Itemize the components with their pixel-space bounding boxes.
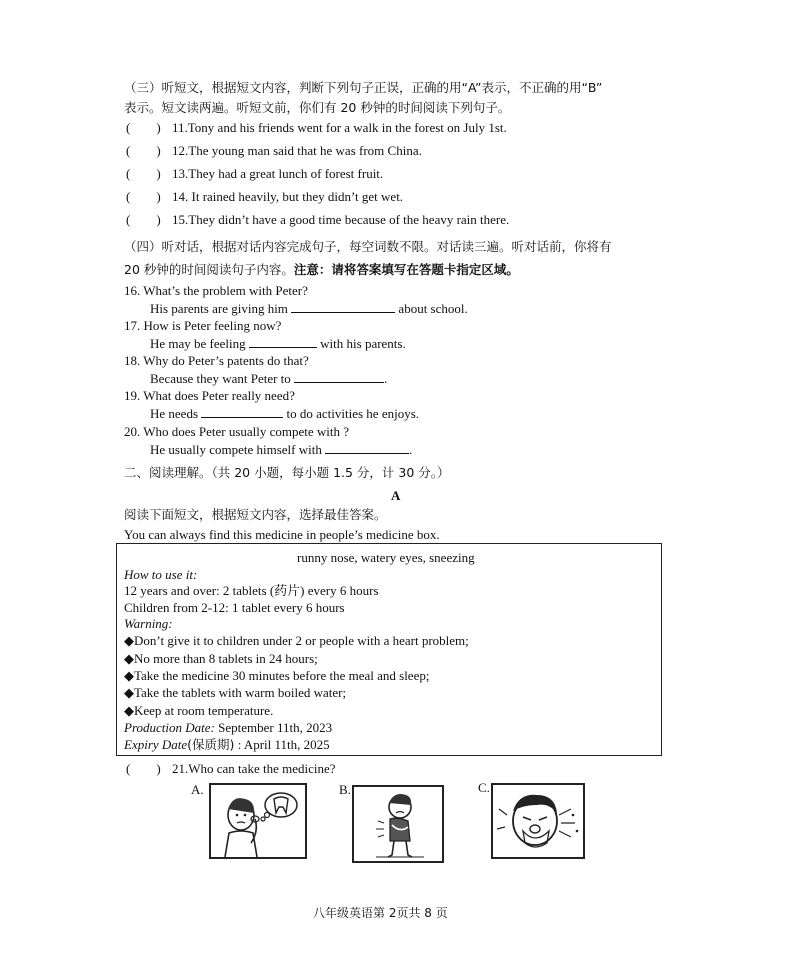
blank-17[interactable] bbox=[249, 335, 317, 348]
item-text: 14. It rained heavily, but they didn’t get wet. bbox=[172, 189, 404, 204]
answer-parentheses[interactable]: ( ) bbox=[126, 761, 161, 776]
answer-parentheses[interactable]: ( ) bbox=[126, 120, 161, 135]
true-false-item-14 bbox=[126, 188, 403, 206]
true-false-item-12 bbox=[126, 142, 422, 160]
symptoms: runny nose, watery eyes, sneezing bbox=[297, 550, 475, 565]
item-text: 11.Tony and his friends went for a walk in the forest on July 1st. bbox=[172, 120, 507, 135]
diamond-bullet-icon: ◆ bbox=[124, 668, 134, 683]
diamond-bullet-icon: ◆ bbox=[124, 685, 134, 700]
answer-line-18: Because they want Peter to . bbox=[150, 371, 388, 386]
how-to-use-label: How to use it: bbox=[124, 567, 198, 582]
answer-line-20: He usually compete himself with . bbox=[150, 442, 413, 457]
blank-18[interactable] bbox=[294, 370, 384, 383]
question-17: 17. How is Peter feeling now? bbox=[124, 318, 282, 333]
answer-parentheses[interactable]: ( ) bbox=[126, 143, 161, 158]
passage-label: A bbox=[391, 488, 401, 503]
diamond-bullet-icon: ◆ bbox=[124, 703, 134, 718]
answer-parentheses[interactable]: ( ) bbox=[126, 189, 161, 204]
blank-19[interactable] bbox=[201, 405, 283, 418]
sneezing-person-icon bbox=[493, 785, 583, 857]
expiry-date: Expiry Date(保质期) : April 11th, 2025 bbox=[124, 737, 330, 752]
section3-instruction-line1: （三）听短文，根据短文内容，判断下列句子正误，正确的用“A”表示，不正确的用“B” bbox=[124, 80, 603, 95]
question-20: 20. Who does Peter usually compete with ? bbox=[124, 424, 350, 439]
item-text: 12.The young man said that he was from China. bbox=[172, 143, 422, 158]
item-text: 15.They didn’t have a good time because of the heavy rain there. bbox=[172, 212, 510, 227]
warning-item: ◆No more than 8 tablets in 24 hours; bbox=[124, 651, 318, 666]
true-false-item-13 bbox=[126, 165, 383, 183]
diamond-bullet-icon: ◆ bbox=[124, 633, 134, 648]
option-a-label: A. bbox=[191, 782, 204, 797]
question-18: 18. Why do Peter’s patents do that? bbox=[124, 353, 309, 368]
dose-child: Children from 2-12: 1 tablet every 6 hours bbox=[124, 600, 345, 615]
option-c-label: C. bbox=[478, 780, 490, 795]
production-date: Production Date: September 11th, 2023 bbox=[124, 720, 333, 735]
question-19: 19. What does Peter really need? bbox=[124, 388, 295, 403]
answer-line-16: His parents are giving him about school. bbox=[150, 301, 468, 316]
option-b-label: B. bbox=[339, 782, 351, 797]
instruction-text: 20 秒钟的时间阅读句子内容。 bbox=[124, 262, 294, 277]
dose-adult: 12 years and over: 2 tablets (药片) every 6 hours bbox=[124, 583, 379, 598]
section3-instruction-line2: 表示。短文读两遍。听短文前，你们有 20 秒钟的时间阅读下列句子。 bbox=[124, 100, 511, 115]
reading-instruction: 阅读下面短文，根据短文内容，选择最佳答案。 bbox=[124, 507, 387, 522]
stomachache-person-icon bbox=[354, 787, 442, 861]
answer-line-19: He needs to do activities he enjoys. bbox=[150, 406, 420, 421]
question-text: 21.Who can take the medicine? bbox=[172, 761, 336, 776]
true-false-item-11 bbox=[126, 119, 507, 137]
warning-item: ◆Take the tablets with warm boiled water; bbox=[124, 685, 347, 700]
option-c-picture[interactable] bbox=[491, 783, 585, 859]
true-false-item-15 bbox=[126, 211, 509, 229]
passage-intro: You can always find this medicine in people’s medicine box. bbox=[124, 527, 440, 542]
item-text: 13.They had a great lunch of forest fruit. bbox=[172, 166, 384, 181]
instruction-notice: 注意：请将答案填写在答题卡指定区域。 bbox=[293, 262, 519, 277]
answer-line-17: He may be feeling with his parents. bbox=[150, 336, 406, 351]
page-footer: 八年级英语第 2页共 8 页 bbox=[313, 906, 448, 920]
diamond-bullet-icon: ◆ bbox=[124, 651, 134, 666]
warning-item: ◆Take the medicine 30 minutes before the meal and sleep; bbox=[124, 668, 430, 683]
section4-instruction-line2 bbox=[124, 261, 519, 279]
blank-20[interactable] bbox=[325, 441, 409, 454]
blank-16[interactable] bbox=[291, 300, 395, 313]
section4-instruction-line1: （四）听对话，根据对话内容完成句子，每空词数不限。对话读三遍。听对话前，你将有 bbox=[124, 239, 612, 254]
warning-label: Warning: bbox=[124, 616, 173, 631]
answer-parentheses[interactable]: ( ) bbox=[126, 212, 161, 227]
warning-item: ◆Keep at room temperature. bbox=[124, 703, 274, 718]
warning-item: ◆Don’t give it to children under 2 or people with a heart problem; bbox=[124, 633, 469, 648]
reading-section-heading: 二、阅读理解。（共 20 小题，每小题 1.5 分，计 30 分。） bbox=[124, 465, 450, 480]
option-a-picture[interactable] bbox=[209, 783, 307, 859]
answer-parentheses[interactable]: ( ) bbox=[126, 166, 161, 181]
toothache-person-icon bbox=[211, 785, 305, 857]
question-21 bbox=[126, 760, 336, 778]
question-16: 16. What’s the problem with Peter? bbox=[124, 283, 308, 298]
option-b-picture[interactable] bbox=[352, 785, 444, 863]
